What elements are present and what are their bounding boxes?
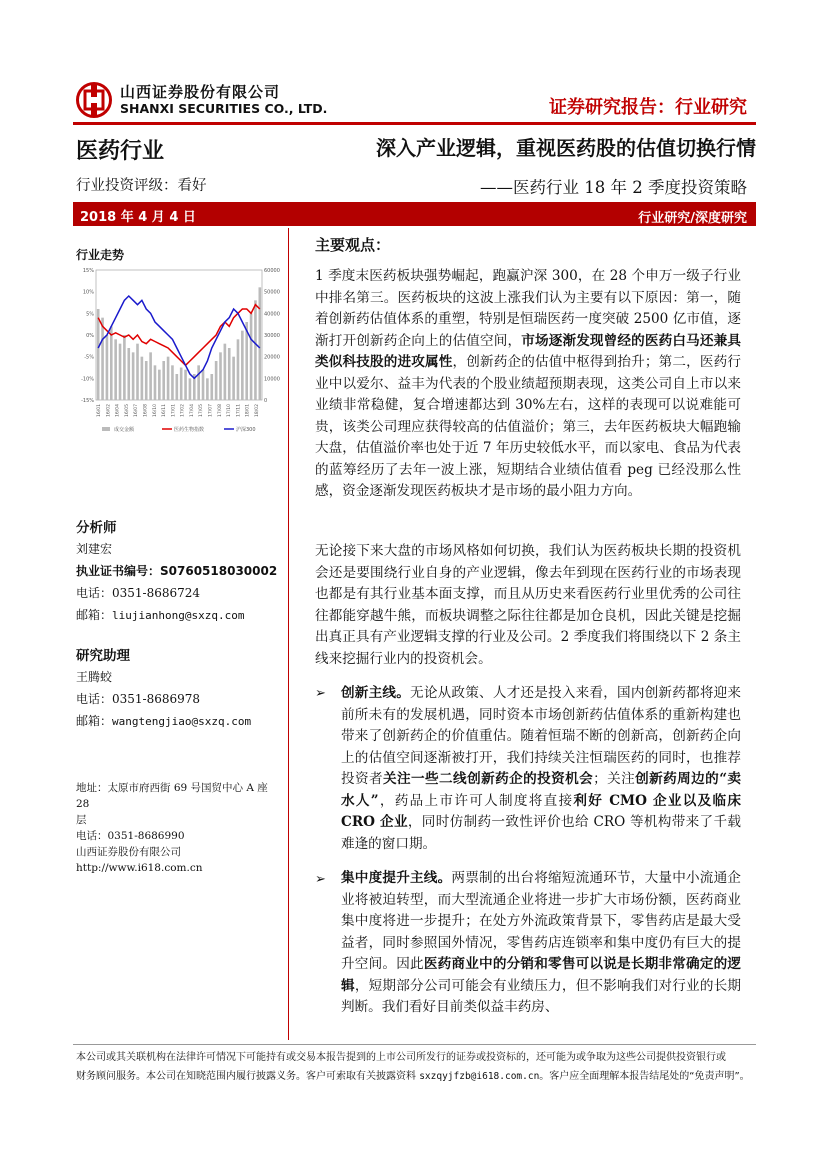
volume-bar bbox=[127, 348, 130, 400]
license-number: 执业证书编号：S0760518030002 bbox=[76, 564, 278, 578]
volume-bar bbox=[154, 365, 157, 400]
volume-bar bbox=[210, 374, 213, 400]
volume-bar bbox=[162, 361, 165, 400]
volume-bar bbox=[184, 370, 187, 400]
right-tick-label: 0 bbox=[264, 398, 268, 404]
x-tick-label: 16/01 bbox=[97, 404, 102, 417]
volume-bar bbox=[145, 361, 148, 400]
volume-bar bbox=[241, 331, 244, 400]
left-tick-label: 15% bbox=[82, 268, 94, 274]
address-phone: 电话：0351-8686990 bbox=[76, 830, 185, 842]
assistant-email[interactable]: wangtengjiao@sxzq.com bbox=[112, 715, 252, 728]
right-tick-label: 30000 bbox=[264, 333, 280, 339]
bullet-concentration: 集中度提升主线。两票制的出台将缩短流通环节，大量中小流通企业将被迫转型，而大型流通企业将进一步扩大市场份额，医药商业集中度将进一步提升；在处方外流政策背景下，零售药店是最大受益者，同时参照国外情况，零售药店连锁率和集中度仍有巨大的提升空间。因此医药商业中的分销和零售可以说是长期非常确定的逻辑，短期部分公司可能会有业绩压力，但不影响我们对行业的长期判断。我们看好目前类似益丰药房、 bbox=[341, 870, 742, 1015]
volume-bar bbox=[224, 344, 227, 400]
x-tick-label: 17/04 bbox=[189, 404, 195, 417]
analyst-email-row bbox=[76, 606, 244, 623]
email-label: 邮箱： bbox=[76, 608, 113, 622]
volume-bar bbox=[132, 352, 135, 400]
volume-bar bbox=[202, 370, 205, 400]
analyst-name: 刘建宏 bbox=[76, 542, 113, 556]
analyst-section-title: 分析师 bbox=[76, 520, 117, 536]
assistant-email-row bbox=[76, 712, 251, 729]
legend-swatch bbox=[102, 427, 110, 431]
legend-label: 沪深300 bbox=[236, 427, 256, 433]
x-tick-label: 16/04 bbox=[115, 404, 121, 417]
report-date: 2018 年 4 月 4 日 bbox=[80, 210, 196, 225]
company-address-block bbox=[76, 780, 276, 876]
legend-label: 医药生物指数 bbox=[174, 427, 205, 433]
volume-bar bbox=[110, 326, 113, 400]
volume-bar bbox=[101, 318, 104, 400]
chart-title: 行业走势 bbox=[76, 248, 125, 262]
company-logo bbox=[76, 82, 112, 118]
x-tick-label: 17/11 bbox=[236, 404, 242, 417]
legend-label: 成交金额 bbox=[114, 427, 135, 433]
disclaimer: 本公司或其关联机构在法律许可情况下可能持有或交易本报告提到的上市公司所发行的证券或投资标的，还可能为或争取为这些公司提供投资银行或 财务顾问服务。本公司在知晓范围内履行披露义务。客户可索取有关披露资料 sxzqyjfzb@i618.com.cn。客户应全面理解本报告结尾处的“免责声明”。 bbox=[76, 1052, 750, 1082]
assistant-name: 王腾蛟 bbox=[76, 670, 113, 684]
left-tick-label: -10% bbox=[81, 376, 94, 383]
volume-bar bbox=[180, 368, 183, 401]
volume-bar bbox=[250, 313, 253, 400]
assistant-phone: 电话：0351-8686978 bbox=[76, 692, 201, 706]
volume-bar bbox=[123, 335, 126, 400]
right-tick-label: 50000 bbox=[264, 289, 280, 296]
x-tick-label: 16/10 bbox=[152, 404, 158, 417]
volume-bar bbox=[237, 339, 240, 400]
left-tick-label: 5% bbox=[86, 311, 94, 318]
volume-bar bbox=[158, 370, 161, 400]
series-line-pharma bbox=[98, 305, 260, 366]
x-tick-label: 16/05 bbox=[124, 404, 130, 417]
volume-bar bbox=[219, 352, 222, 400]
volume-bar bbox=[171, 365, 174, 400]
address-company: 山西证券股份有限公司 bbox=[76, 846, 181, 858]
x-tick-label: 17/10 bbox=[227, 404, 233, 417]
paragraph-1: 1 季度末医药板块强势崛起，跑赢沪深 300，在 28 个申万一级子行业中排名第三。医药板块的这波上涨我们认为主要有以下原因：第一，随着创新药估值体系的重塑，特别是恒瑞医药一度突破 2500 亿市值，逐渐打开创新药企向上的估值空间，市场逐渐发现曾经的医药白马还兼具类似科技股的进攻属性，创新药企的估值中枢得到抬升；第二，医药行业中以爱尔、益丰为代表的个股业绩超预期表现，这类公司自上市以来业绩非常稳健，复合增速都达到 30%左右，这样的表现可以说难能可贵，该类公司理应获得较高的估值溢价；第三，去年医药板块大幅跑输大盘，估值溢价率也处于近 7 年历史较低水平，而以家电、食品为代表的蓝筹经历了去年一波上涨，短期结合业绩估值看 peg 已经没那么性感，资金逐渐发现医药板块才是市场的最小阻力方向。 bbox=[315, 268, 741, 499]
right-tick-label: 10000 bbox=[264, 376, 280, 383]
footer-divider bbox=[73, 1044, 756, 1045]
report-category-tag: 行业研究/深度研究 bbox=[638, 211, 747, 226]
bullet-arrow-icon: ➢ bbox=[315, 686, 326, 701]
address-line: 地址：太原市府西街 69 号国贸中心 A 座 28 bbox=[76, 782, 268, 810]
industry-trend-chart bbox=[76, 264, 286, 440]
x-tick-label: 18/01 bbox=[245, 404, 251, 417]
volume-bar bbox=[136, 344, 139, 400]
header-divider bbox=[73, 122, 756, 125]
left-tick-label: 0% bbox=[86, 333, 94, 339]
x-tick-label: 16/11 bbox=[162, 404, 168, 417]
volume-bar bbox=[197, 365, 200, 400]
x-tick-label: 18/02 bbox=[255, 404, 260, 417]
volume-bar bbox=[206, 378, 209, 400]
disclaimer-email[interactable]: sxzqyjfzb@i618.com.cn bbox=[419, 1071, 540, 1082]
volume-bar bbox=[189, 378, 192, 400]
page-subtitle: ——医药行业 18 年 2 季度投资策略 bbox=[480, 178, 747, 197]
x-tick-label: 17/05 bbox=[199, 404, 205, 417]
industry-title: 医药行业 bbox=[76, 139, 165, 164]
x-tick-label: 17/02 bbox=[180, 404, 186, 417]
bullet-arrow-icon: ➢ bbox=[315, 872, 326, 887]
right-tick-label: 40000 bbox=[264, 311, 280, 318]
x-tick-label: 17/01 bbox=[171, 404, 177, 417]
right-tick-label: 20000 bbox=[264, 354, 280, 361]
column-divider bbox=[288, 228, 289, 1040]
company-url-link[interactable]: http://www.i618.com.cn bbox=[76, 862, 203, 874]
brand-name-en: SHANXI SECURITIES CO., LTD. bbox=[120, 101, 328, 116]
analyst-email[interactable]: liujianhong@sxzq.com bbox=[112, 609, 245, 622]
email-label: 邮箱： bbox=[76, 714, 113, 728]
series-line-hs300 bbox=[98, 296, 260, 378]
x-tick-label: 17/08 bbox=[217, 404, 223, 417]
x-tick-label: 16/08 bbox=[143, 404, 149, 417]
volume-bar bbox=[228, 348, 231, 400]
volume-bar bbox=[149, 352, 152, 400]
report-type: 证券研究报告：行业研究 bbox=[549, 97, 747, 118]
volume-bar bbox=[167, 357, 170, 400]
left-tick-label: -5% bbox=[84, 354, 94, 361]
volume-bar bbox=[176, 374, 179, 400]
main-points-title: 主要观点： bbox=[315, 236, 391, 254]
paragraph-2: 无论接下来大盘的市场风格如何切换，我们认为医药板块长期的投资机会还是要围绕行业自身的产业逻辑，像去年到现在医药行业的市场表现也都是有其行业基本面支撑，而且从历史来看医药行业里优秀的公司往往都能穿越牛熊，而板块调整之际往往都是加仓良机，因此关键是挖掘出真正具有产业逻辑支撑的行业及公司。2 季度我们将围绕以下 2 条主线来挖掘行业内的投资机会。 bbox=[315, 543, 741, 667]
volume-bar bbox=[232, 357, 235, 400]
page-title: 深入产业逻辑，重视医药股的估值切换行情 bbox=[376, 136, 756, 160]
bullet-innovation: 创新主线。无论从政策、人才还是投入来看，国内创新药都将迎来前所未有的发展机遇，同时资本市场创新药估值体系的重新构建也带来了创新药企的价值重估。随着恒瑞不断的创新高，创新药企向上的估值空间逐渐被打开，我们持续关注恒瑞医药的同时，也推荐投资者关注一些二线创新药企的投资机会；关注创新药周边的“卖水人”，药品上市许可人制度将直接利好 CMO 企业以及临床 CRO 企业，同时仿制药一致性评价也给 CRO 等机构带来了千载难逢的窗口期。 bbox=[341, 685, 742, 852]
x-tick-label: 17/07 bbox=[208, 404, 214, 417]
right-tick-label: 60000 bbox=[264, 268, 280, 274]
volume-bar bbox=[259, 287, 262, 400]
left-tick-label: -15% bbox=[81, 398, 94, 404]
volume-bar bbox=[215, 361, 218, 400]
x-tick-label: 16/02 bbox=[106, 404, 112, 417]
volume-bar bbox=[114, 339, 117, 400]
brand-name-cn: 山西证券股份有限公司 bbox=[120, 83, 281, 101]
volume-bar bbox=[141, 357, 144, 400]
x-tick-label: 16/07 bbox=[134, 404, 140, 417]
volume-bar bbox=[106, 335, 109, 400]
volume-bar bbox=[97, 309, 100, 400]
volume-bar bbox=[119, 344, 122, 400]
assistant-section-title: 研究助理 bbox=[76, 648, 130, 664]
left-tick-label: 10% bbox=[82, 289, 94, 296]
investment-rating: 行业投资评级：看好 bbox=[76, 178, 207, 194]
analyst-phone: 电话：0351-8686724 bbox=[76, 586, 201, 600]
volume-bar bbox=[254, 300, 257, 400]
address-line: 层 bbox=[76, 814, 87, 826]
